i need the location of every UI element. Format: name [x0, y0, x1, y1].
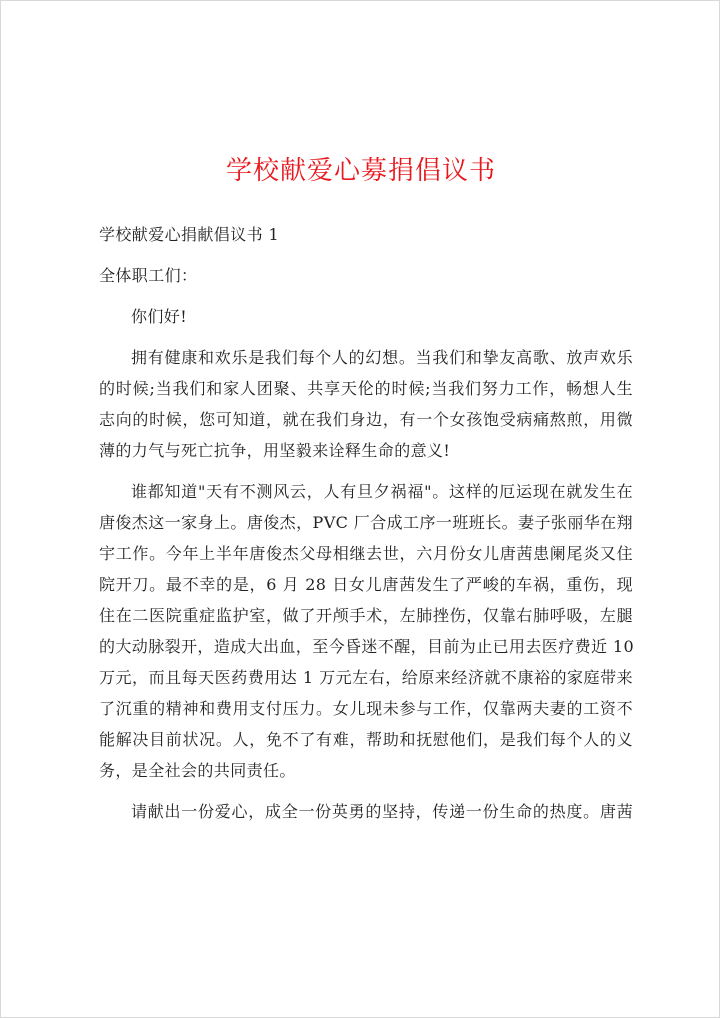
- paragraph-line: 请献出一份爱心，成全一份英勇的坚持，传递一份生命的热度。唐茜: [131, 802, 633, 821]
- paragraph-line: 院开刀。最不幸的是，6 月 28 日女儿唐茜发生了严峻的车祸，重伤，现: [99, 575, 633, 594]
- paragraph-line: 住在二医院重症监护室，做了开颅手术，左肺挫伤，仅靠右肺呼吸，左腿: [99, 606, 633, 625]
- paragraph-line: 能解决目前状况。人，免不了有难，帮助和抚慰他们，是我们每个人的义: [99, 730, 633, 749]
- paragraph-line: 的大动脉裂开，造成大出血，至今昏迷不醒，目前为止已用去医疗费近 10: [99, 637, 635, 656]
- paragraph-line: 了沉重的精神和费用支付压力。女儿现未参与工作，仅靠两夫妻的工资不: [99, 699, 633, 718]
- paragraph-line: 唐俊杰这一家身上。唐俊杰，PVC 厂合成工序一班班长。妻子张丽华在翔: [99, 513, 633, 532]
- greeting: 你们好!: [131, 307, 188, 326]
- paragraph-line: 志向的时候，您可知道，就在我们身边，有一个女孩饱受病痛熬煎，用微: [99, 410, 633, 429]
- paragraph-1: [99, 342, 633, 466]
- paragraph-line: 的时候;当我们和家人团聚、共享天伦的时候;当我们努力工作，畅想人生: [99, 379, 633, 398]
- paragraph-line: 务，是全社会的共同责任。: [99, 761, 296, 780]
- paragraph-line: 万元，而且每天医药费用达 1 万元左右，给原来经济就不康裕的家庭带来: [99, 668, 633, 687]
- paragraph-line: 谁都知道"天有不测风云，人有旦夕祸福"。这样的厄运现在就发生在: [131, 482, 633, 501]
- paragraph-line: 宇工作。今年上半年唐俊杰父母相继去世，六月份女儿唐茜患阑尾炎又住: [99, 544, 633, 563]
- document-subtitle: 学校献爱心捐献倡议书 1: [99, 225, 280, 244]
- document-title: 学校献爱心募捐倡议书: [225, 156, 496, 186]
- document-body: [99, 219, 633, 827]
- paragraph-3: [99, 796, 633, 827]
- salutation: 全体职工们：: [99, 266, 198, 285]
- paragraph-2: [99, 476, 633, 786]
- paragraph-line: 拥有健康和欢乐是我们每个人的幻想。当我们和挚友高歌、放声欢乐: [131, 348, 633, 367]
- paragraph-line: 薄的力气与死亡抗争，用坚毅来诠释生命的意义!: [99, 441, 451, 460]
